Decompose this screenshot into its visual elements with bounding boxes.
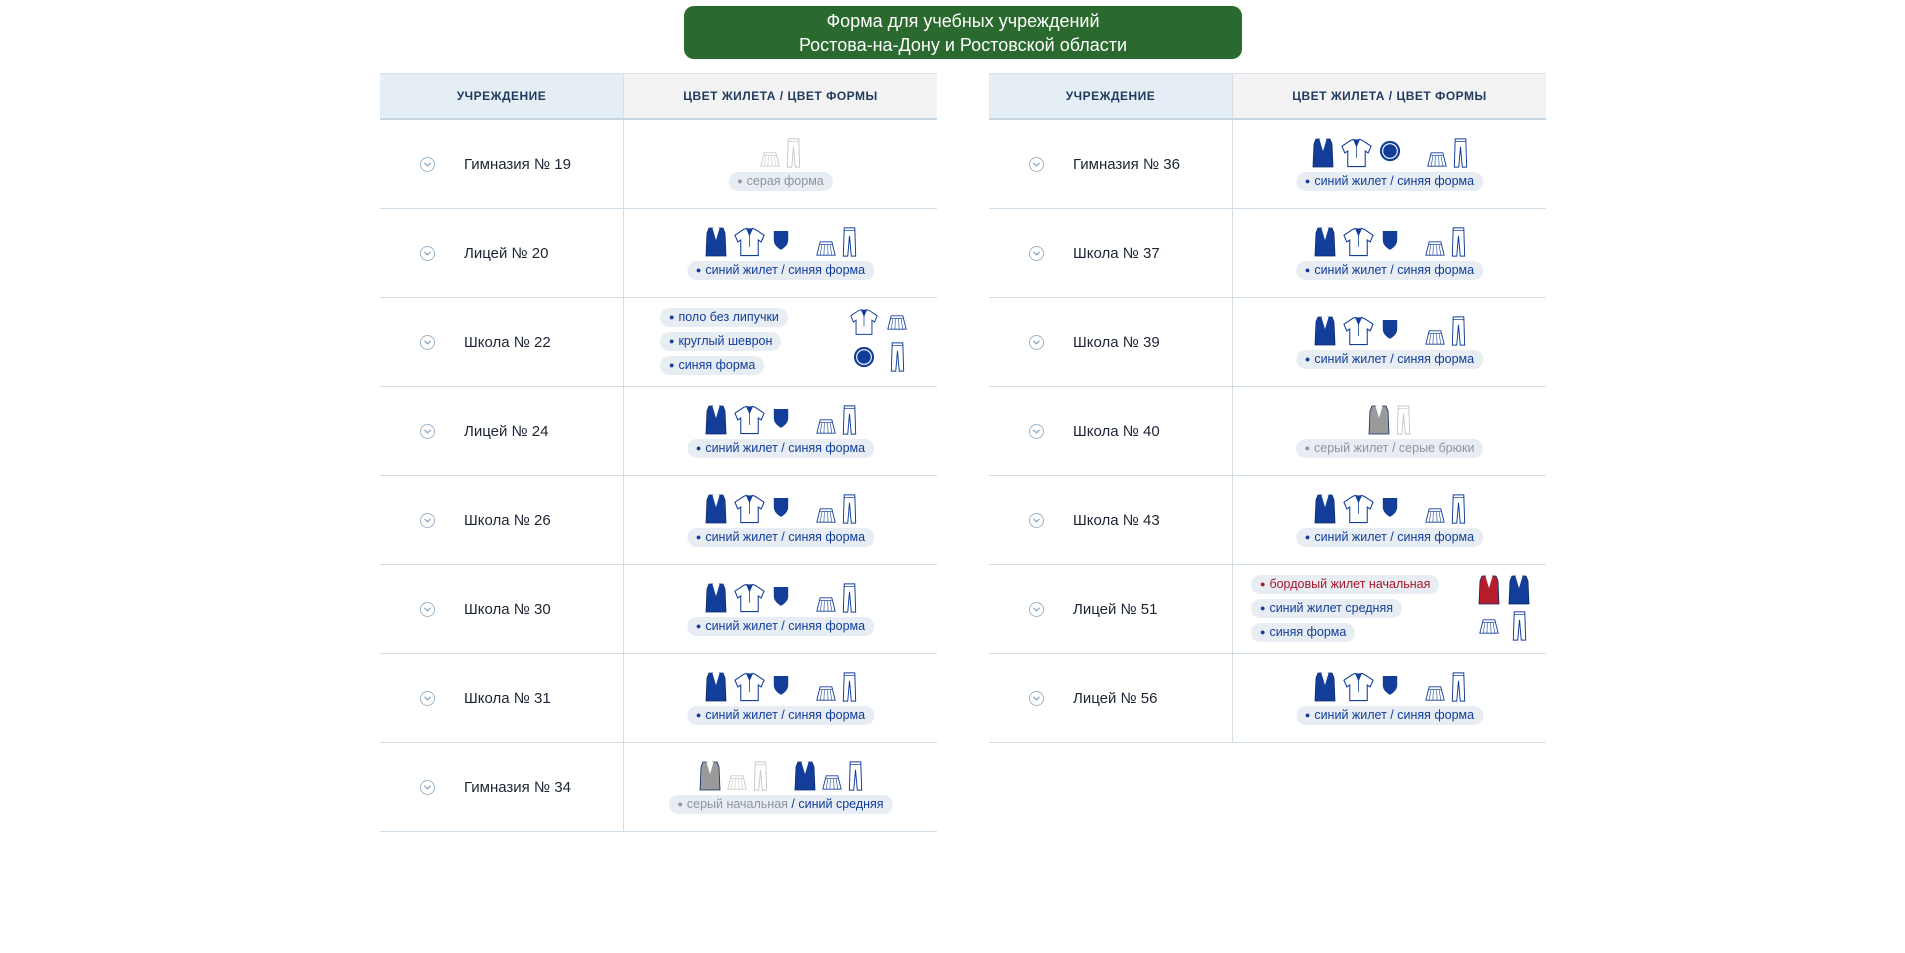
- vest-icon: [705, 405, 727, 435]
- pants-icon: [842, 494, 857, 524]
- chevron-patch-icon: [772, 407, 790, 429]
- uniform-note-tag: ● синяя форма: [660, 356, 764, 375]
- institution-name: Гимназия № 34: [464, 778, 571, 796]
- polo-shirt-icon: [1340, 138, 1373, 168]
- expand-chevron-icon[interactable]: [420, 424, 435, 439]
- chevron-patch-icon: [1381, 674, 1399, 696]
- expand-chevron-icon[interactable]: [1029, 246, 1044, 261]
- table-row[interactable]: [380, 476, 937, 565]
- uniform-note-tag: ● синий жилет средняя: [1251, 599, 1402, 618]
- uniform-note-tag: ● круглый шеврон: [660, 332, 781, 351]
- institution-name: Лицей № 24: [464, 422, 549, 440]
- burgundy-vest-icon: [1478, 575, 1500, 605]
- skirt-icon: [760, 151, 780, 168]
- uniform-color-badge: ● серый жилет / серые брюки: [1296, 439, 1484, 458]
- chevron-patch-icon: [772, 674, 790, 696]
- chevron-patch-icon: [1381, 318, 1399, 340]
- expand-chevron-icon[interactable]: [1029, 513, 1044, 528]
- table-row[interactable]: [989, 387, 1546, 476]
- vest-icon: [1312, 138, 1334, 168]
- pants-icon: [753, 761, 768, 791]
- chevron-patch-icon: [1381, 229, 1399, 251]
- expand-chevron-icon[interactable]: [420, 246, 435, 261]
- institution-name: Школа № 30: [464, 600, 551, 618]
- table-row[interactable]: [989, 654, 1546, 743]
- pants-icon: [1453, 138, 1468, 168]
- skirt-icon: [1425, 685, 1445, 702]
- table-row[interactable]: [989, 209, 1546, 298]
- table-row[interactable]: [380, 654, 937, 743]
- chevron-patch-icon: [772, 229, 790, 251]
- round-badge-icon: [853, 346, 875, 368]
- expand-chevron-icon[interactable]: [420, 157, 435, 172]
- pants-icon: [848, 761, 863, 791]
- institution-name: Школа № 39: [1073, 333, 1160, 351]
- institution-name: Школа № 37: [1073, 244, 1160, 262]
- vest-icon: [1508, 575, 1530, 605]
- institution-name: Школа № 40: [1073, 422, 1160, 440]
- institution-name: Школа № 43: [1073, 511, 1160, 529]
- skirt-icon: [816, 240, 836, 257]
- table-row[interactable]: [989, 298, 1546, 387]
- pants-icon: [1451, 227, 1466, 257]
- skirt-icon: [887, 314, 907, 331]
- chevron-patch-icon: [772, 496, 790, 518]
- skirt-icon: [816, 507, 836, 524]
- skirt-icon: [816, 685, 836, 702]
- polo-shirt-icon: [849, 308, 879, 336]
- expand-chevron-icon[interactable]: [420, 513, 435, 528]
- uniform-color-badge: ● синий жилет / синяя форма: [687, 261, 874, 280]
- skirt-icon: [1425, 507, 1445, 524]
- skirt-icon: [822, 774, 842, 791]
- pants-icon: [890, 342, 905, 372]
- polo-shirt-icon: [1342, 227, 1375, 257]
- expand-chevron-icon[interactable]: [1029, 691, 1044, 706]
- institution-name: Гимназия № 19: [464, 155, 571, 173]
- table-row[interactable]: [380, 209, 937, 298]
- uniform-table-left: [380, 73, 937, 832]
- table-row[interactable]: [989, 120, 1546, 209]
- skirt-icon: [1479, 618, 1499, 635]
- pants-icon: [842, 227, 857, 257]
- pants-icon: [842, 405, 857, 435]
- vest-icon: [705, 672, 727, 702]
- vest-icon: [705, 494, 727, 524]
- uniform-color-badge: ● синий жилет / синяя форма: [1296, 706, 1483, 725]
- table-row[interactable]: [380, 387, 937, 476]
- vest-icon: [1314, 316, 1336, 346]
- institution-name: Школа № 31: [464, 689, 551, 707]
- expand-chevron-icon[interactable]: [1029, 335, 1044, 350]
- uniform-color-badge: ● серая форма: [728, 172, 833, 191]
- expand-chevron-icon[interactable]: [1029, 157, 1044, 172]
- table-row[interactable]: [380, 565, 937, 654]
- header-institution: УЧРЕЖДЕНИЕ: [380, 74, 624, 118]
- pants-icon: [1396, 405, 1411, 435]
- table-row[interactable]: [989, 565, 1546, 654]
- table-header: [380, 73, 937, 120]
- chevron-patch-icon: [1381, 496, 1399, 518]
- institution-name: Лицей № 56: [1073, 689, 1158, 707]
- uniform-note-tag: ● поло без липучки: [660, 308, 788, 327]
- polo-shirt-icon: [1342, 494, 1375, 524]
- banner-title-line-1: Форма для учебных учреждений: [826, 10, 1100, 31]
- institution-name: Школа № 26: [464, 511, 551, 529]
- institution-name: Лицей № 51: [1073, 600, 1158, 618]
- grey-vest-icon: [699, 761, 721, 791]
- vest-icon: [1314, 227, 1336, 257]
- uniform-color-badge: ● синий жилет / синяя форма: [1296, 528, 1483, 547]
- header-institution: УЧРЕЖДЕНИЕ: [989, 74, 1233, 118]
- uniform-color-badge: [668, 795, 892, 814]
- pants-icon: [786, 138, 801, 168]
- polo-shirt-icon: [1342, 672, 1375, 702]
- page-banner: [684, 6, 1242, 59]
- uniform-table-right: [989, 73, 1546, 743]
- pants-icon: [842, 672, 857, 702]
- polo-shirt-icon: [733, 405, 766, 435]
- vest-icon: [794, 761, 816, 791]
- round-badge-icon: [1379, 140, 1401, 162]
- chevron-patch-icon: [772, 585, 790, 607]
- header-colors: ЦВЕТ ЖИЛЕТА / ЦВЕТ ФОРМЫ: [1233, 74, 1546, 118]
- skirt-icon: [1425, 329, 1445, 346]
- pants-icon: [1451, 494, 1466, 524]
- uniform-color-badge: ● синий жилет / синяя форма: [1296, 172, 1483, 191]
- uniform-color-badge: ● синий жилет / синяя форма: [687, 617, 874, 636]
- grey-vest-icon: [1368, 405, 1390, 435]
- expand-chevron-icon[interactable]: [1029, 424, 1044, 439]
- uniform-color-badge: ● синий жилет / синяя форма: [687, 706, 874, 725]
- table-header: [989, 73, 1546, 120]
- table-row[interactable]: [989, 476, 1546, 565]
- skirt-icon: [727, 774, 747, 791]
- expand-chevron-icon[interactable]: [1029, 602, 1044, 617]
- vest-icon: [1314, 672, 1336, 702]
- uniform-color-badge: ● синий жилет / синяя форма: [1296, 261, 1483, 280]
- uniform-color-badge: ● синий жилет / синяя форма: [687, 439, 874, 458]
- skirt-icon: [816, 418, 836, 435]
- uniform-note-tag: ● бордовый жилет начальная: [1251, 575, 1439, 594]
- uniform-note-tag: ● синяя форма: [1251, 623, 1355, 642]
- institution-name: Лицей № 20: [464, 244, 549, 262]
- expand-chevron-icon[interactable]: [420, 780, 435, 795]
- pants-icon: [1512, 611, 1527, 641]
- polo-shirt-icon: [733, 494, 766, 524]
- pants-icon: [1451, 316, 1466, 346]
- institution-name: Школа № 22: [464, 333, 551, 351]
- uniform-color-badge: ● синий жилет / синяя форма: [1296, 350, 1483, 369]
- table-row[interactable]: [380, 743, 937, 832]
- primary-uniform-label: ● серый начальная: [677, 797, 788, 811]
- uniform-color-badge: ● синий жилет / синяя форма: [687, 528, 874, 547]
- header-colors: ЦВЕТ ЖИЛЕТА / ЦВЕТ ФОРМЫ: [624, 74, 937, 118]
- skirt-icon: [1427, 151, 1447, 168]
- polo-shirt-icon: [733, 672, 766, 702]
- table-row[interactable]: [380, 120, 937, 209]
- skirt-icon: [1425, 240, 1445, 257]
- polo-shirt-icon: [733, 583, 766, 613]
- vest-icon: [705, 227, 727, 257]
- skirt-icon: [816, 596, 836, 613]
- pants-icon: [842, 583, 857, 613]
- polo-shirt-icon: [733, 227, 766, 257]
- secondary-uniform-label: / синий средняя: [787, 797, 884, 811]
- polo-shirt-icon: [1342, 316, 1375, 346]
- vest-icon: [705, 583, 727, 613]
- vest-icon: [1314, 494, 1336, 524]
- institution-name: Гимназия № 36: [1073, 155, 1180, 173]
- table-row[interactable]: [380, 298, 937, 387]
- expand-chevron-icon[interactable]: [420, 335, 435, 350]
- expand-chevron-icon[interactable]: [420, 602, 435, 617]
- expand-chevron-icon[interactable]: [420, 691, 435, 706]
- pants-icon: [1451, 672, 1466, 702]
- banner-title-line-2: Ростова-на-Дону и Ростовской области: [798, 34, 1128, 55]
